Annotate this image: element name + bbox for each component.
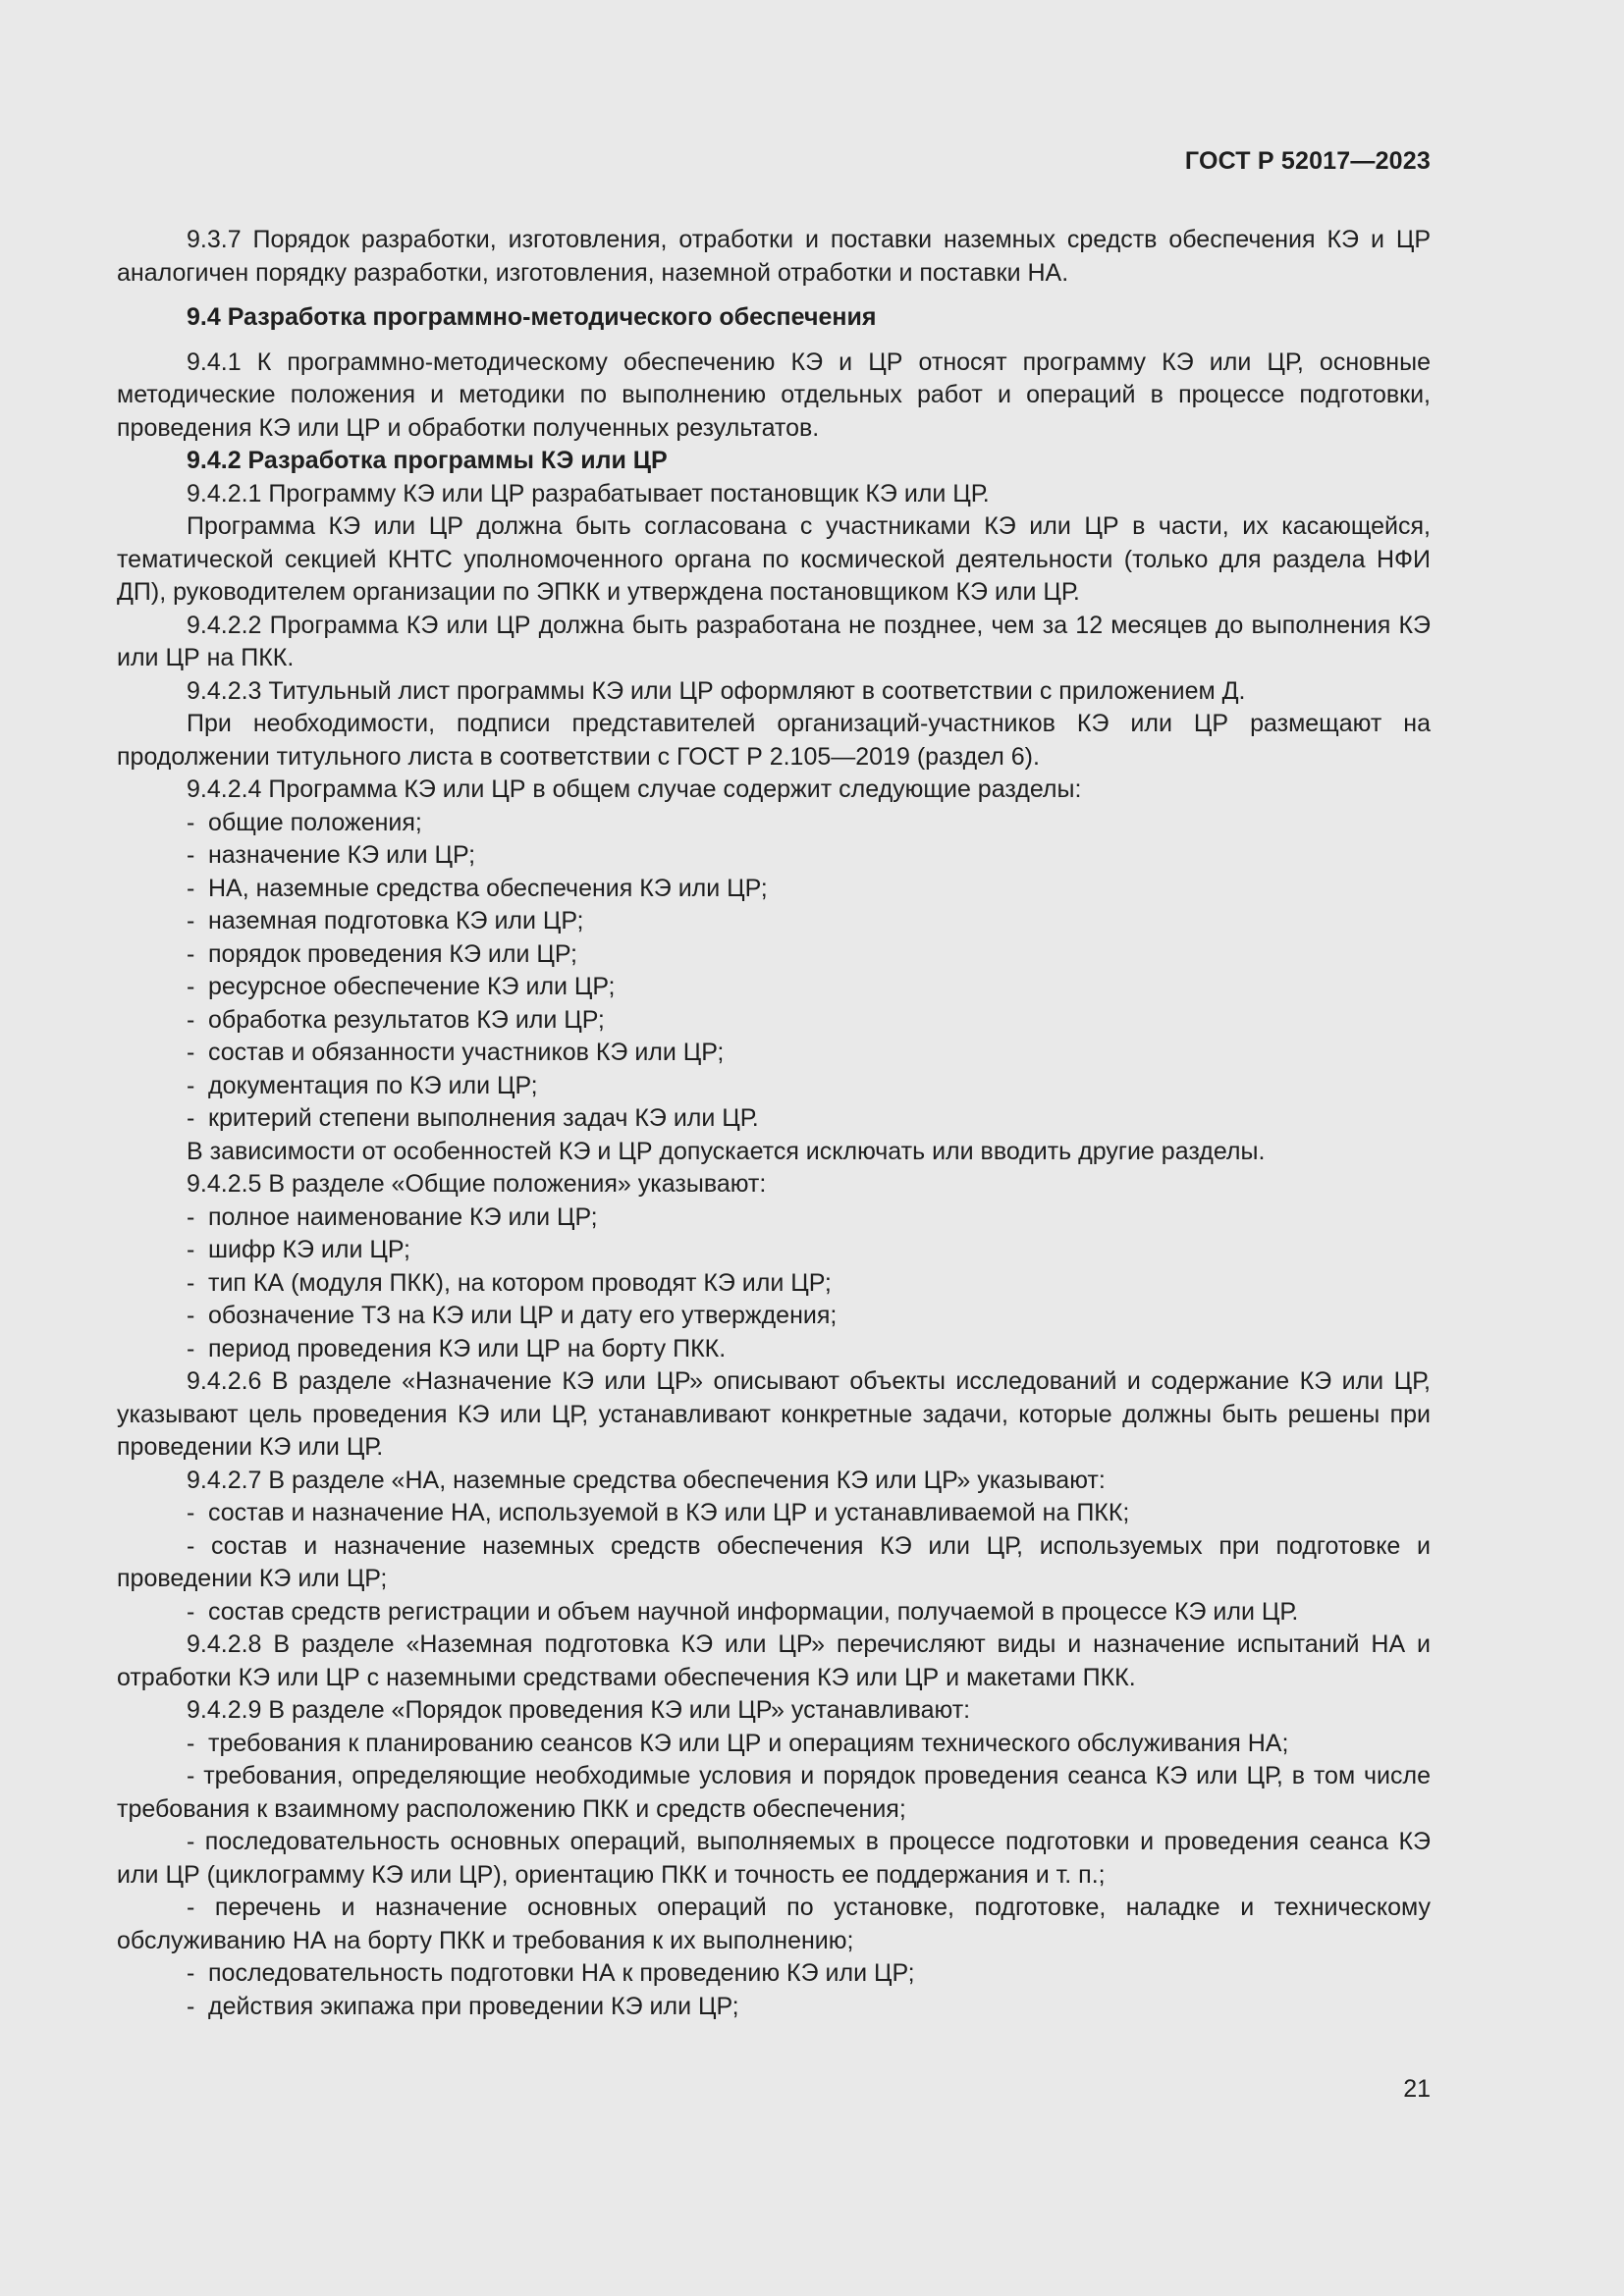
list-item: - документация по КЭ или ЦР;: [187, 1071, 538, 1099]
paragraph-9-4-2-8: 9.4.2.8 В разделе «Наземная подготовка КЭ или ЦР» перечисляют виды и назначение испытаний НА и отработки КЭ или ЦР с наземными средствами обеспечения КЭ или ЦР и макетами ПКК.: [117, 1630, 1431, 1691]
paragraph-9-4-1: 9.4.1 К программно-методическому обеспечению КЭ и ЦР относят программу КЭ или ЦР, основные методические положения и методики по выполнению отдельных работ и операций в процессе подготовки, проведения КЭ или ЦР и обработки полученных результатов.: [117, 347, 1431, 442]
general-provisions-list: [117, 1201, 1431, 1366]
list-item: - порядок проведения КЭ или ЦР;: [187, 939, 577, 968]
paragraph-9-4-2-2: 9.4.2.2 Программа КЭ или ЦР должна быть разработана не позднее, чем за 12 месяцев до выполнения КЭ или ЦР на ПКК.: [117, 611, 1431, 671]
document-standard-number: ГОСТ Р 52017—2023: [1184, 147, 1431, 175]
paragraph-9-4-2-1: 9.4.2.1 Программу КЭ или ЦР разрабатывает постановщик КЭ или ЦР.: [187, 479, 990, 507]
list-item: - ресурсное обеспечение КЭ или ЦР;: [187, 973, 616, 1000]
list-item: - тип КА (модуля ПКК), на котором проводят КЭ или ЦР;: [187, 1268, 832, 1297]
list-item: - шифр КЭ или ЦР;: [187, 1236, 410, 1263]
list-item: - обозначение ТЗ на КЭ или ЦР и дату его утверждения;: [187, 1302, 838, 1329]
list-item: - общие положения;: [187, 808, 422, 836]
document-body: [117, 224, 1431, 2023]
list-item: - наземная подготовка КЭ или ЦР;: [187, 907, 584, 934]
heading-9-4: 9.4 Разработка программно-методического обеспечения: [187, 303, 877, 331]
list-item-wrapped: - состав и назначение наземных средств обеспечения КЭ или ЦР, используемых при подготовке и проведении КЭ или ЦР;: [117, 1531, 1431, 1592]
paragraph-9-4-2-6: 9.4.2.6 В разделе «Назначение КЭ или ЦР» описывают объекты исследований и содержание КЭ или ЦР, указывают цель проведения КЭ или ЦР, устанавливают конкретные задачи, которые должны быть решены при проведении КЭ или ЦР.: [117, 1367, 1431, 1461]
list-item: - период проведения КЭ или ЦР на борту ПКК.: [187, 1334, 727, 1362]
list-item: - критерий степени выполнения задач КЭ или ЦР.: [187, 1104, 759, 1132]
sections-list: [117, 807, 1431, 1136]
list-item-wrapped: - перечень и назначение основных операций по установке, подготовке, наладке и техническому обслуживанию НА на борту ПКК и требования к их выполнению;: [117, 1894, 1431, 1954]
page-number: 21: [1403, 2075, 1431, 2103]
paragraph-9-4-2-5: 9.4.2.5 В разделе «Общие положения» указывают:: [187, 1170, 767, 1198]
list-item: - состав и назначение НА, используемой в КЭ или ЦР и устанавливаемой на ПКК;: [187, 1499, 1130, 1526]
paragraph-9-4-2-7: 9.4.2.7 В разделе «НА, наземные средства обеспечения КЭ или ЦР» указывают:: [187, 1466, 1106, 1494]
list-item: - назначение КЭ или ЦР;: [187, 841, 476, 869]
list-item: - последовательность подготовки НА к проведению КЭ или ЦР;: [187, 1959, 915, 1987]
list-item: - требования к планированию сеансов КЭ или ЦР и операциям технического обслуживания НА;: [187, 1729, 1289, 1757]
list-item: - НА, наземные средства обеспечения КЭ или ЦР;: [187, 874, 768, 902]
heading-9-4-2: 9.4.2 Разработка программы КЭ или ЦР: [187, 447, 668, 474]
paragraph-9-3-7: 9.3.7 Порядок разработки, изготовления, отработки и поставки наземных средств обеспечения КЭ и ЦР аналогичен порядку разработки, изготовления, наземной отработки и поставки НА.: [117, 226, 1431, 287]
list-item: - полное наименование КЭ или ЦР;: [187, 1202, 598, 1231]
list-item: - состав средств регистрации и объем научной информации, получаемой в процессе КЭ или ЦР.: [187, 1597, 1299, 1626]
paragraph-9-4-2-4: 9.4.2.4 Программа КЭ или ЦР в общем случае содержит следующие разделы:: [187, 775, 1082, 803]
list-item-wrapped: - требования, определяющие необходимые условия и порядок проведения сеанса КЭ или ЦР, в том числе требования к взаимному расположению ПКК и средств обеспечения;: [117, 1762, 1431, 1823]
list-item: - состав и обязанности участников КЭ или ЦР;: [187, 1039, 725, 1066]
paragraph-signatures: При необходимости, подписи представителей организаций-участников КЭ или ЦР размещают на продолжении титульного листа в соответствии с ГОСТ Р 2.105—2019 (раздел 6).: [117, 710, 1431, 771]
list-item-wrapped: - последовательность основных операций, выполняемых в процессе подготовки и проведения сеанса КЭ или ЦР (циклограмму КЭ или ЦР), ориентацию ПКК и точность ее поддержания и т. п.;: [117, 1828, 1431, 1889]
paragraph-9-4-2-3: 9.4.2.3 Титульный лист программы КЭ или ЦР оформляют в соответствии с приложением Д.: [187, 676, 1246, 705]
paragraph-9-4-2-9: 9.4.2.9 В разделе «Порядок проведения КЭ или ЦР» устанавливают:: [187, 1696, 971, 1724]
list-item: - действия экипажа при проведении КЭ или ЦР;: [187, 1992, 739, 2020]
paragraph-program-agreement: Программа КЭ или ЦР должна быть согласована с участниками КЭ или ЦР в части, их касающейся, тематической секцией КНТС уполномоченного органа по космической деятельности (только для раздела НФИ ДП), руководителем организации по ЭПКК и утверждена постановщиком КЭ или ЦР.: [117, 512, 1431, 606]
paragraph-depending: В зависимости от особенностей КЭ и ЦР допускается исключать или вводить другие разделы.: [187, 1137, 1266, 1165]
list-item: - обработка результатов КЭ или ЦР;: [187, 1005, 605, 1034]
